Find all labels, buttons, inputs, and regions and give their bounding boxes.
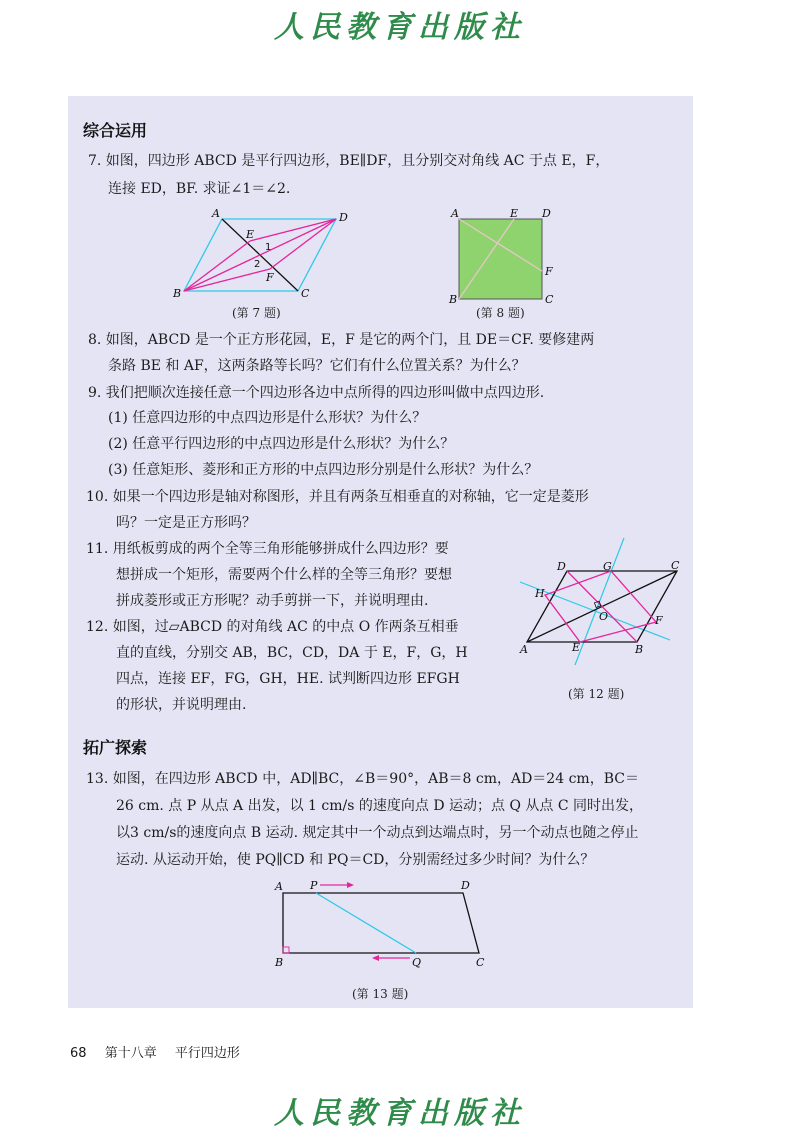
fig7-label-a: A [212, 207, 220, 220]
page-number: 68 [70, 1046, 87, 1061]
problem-10-line-1: 10. 如果一个四边形是轴对称图形，并且有两条互相垂直的对称轴，它一定是菱形 [86, 489, 589, 505]
fig7-label-b: B [173, 287, 182, 300]
fig7-segment-fd [270, 219, 336, 269]
chapter-title: 平行四边形 [174, 1046, 240, 1061]
problem-9-line-1: 9. 我们把顺次连接任意一个四边形各边中点所得的四边形叫做中点四边形. [88, 385, 545, 401]
problem-9-sub-2: (2) 任意平行四边形的中点四边形是什么形状？为什么？ [108, 436, 455, 452]
problem-12-line-1: 12. 如图，过▱ABCD 的对角线 AC 的中点 O 作两条互相垂 [86, 619, 459, 635]
fig12-label-h: H [535, 587, 545, 600]
chapter-number: 第十八章 [104, 1046, 157, 1061]
problem-10-line-2: 吗？一定是正方形吗？ [116, 515, 256, 531]
fig12-label-a: A [520, 643, 528, 656]
problem-9-sub-1: (1) 任意四边形的中点四边形是什么形状？为什么？ [108, 410, 427, 426]
fig13-label-b: B [275, 956, 284, 969]
fig13-arrow-p-head [347, 882, 354, 888]
fig12-label-c: C [671, 559, 680, 572]
figure-8-square-garden [445, 205, 560, 305]
fig13-label-d: D [461, 879, 470, 892]
problem-7-line-1: 7. 如图，四边形 ABCD 是平行四边形，BE∥DF，且分别交对角线 AC 于点 E，F， [88, 153, 610, 169]
figure-13-trapezoid [270, 876, 495, 971]
fig12-diagonal-bd [567, 571, 637, 642]
problem-13-line-4: 运动. 从运动开始，使 PQ∥CD 和 PQ＝CD，分别需经过多少时间？为什么？ [116, 852, 595, 868]
fig8-label-a: A [451, 207, 459, 220]
fig7-segment-ed [250, 219, 336, 241]
figure-12-caption: (第 12 题) [568, 687, 625, 701]
fig13-right-angle-mark [283, 947, 289, 953]
problem-8-line-2: 条路 BE 和 AF，这两条路等长吗？它们有什么位置关系？为什么？ [108, 358, 526, 374]
problem-11-line-3: 拼成菱形或正方形呢？动手剪拼一下，并说明理由. [116, 593, 429, 609]
fig8-label-e: E [510, 207, 519, 220]
figure-12-parallelogram [515, 540, 685, 660]
problem-11-line-2: 想拼成一个矩形，需要两个什么样的全等三角形？要想 [116, 567, 452, 583]
fig13-segment-pq [316, 893, 416, 953]
fig7-label-d: D [339, 211, 348, 224]
fig13-label-p: P [310, 879, 318, 892]
fig8-label-d: D [542, 207, 551, 220]
figure-13-caption: (第 13 题) [352, 987, 409, 1001]
fig8-label-b: B [449, 293, 458, 306]
fig13-label-c: C [476, 956, 485, 969]
problem-11-line-1: 11. 用纸板剪成的两个全等三角形能够拼成什么四边形？要 [86, 541, 449, 557]
figure-7-caption: (第 7 题) [232, 306, 281, 320]
problem-8-line-1: 8. 如图，ABCD 是一个正方形花园，E，F 是它的两个门，且 DE＝CF. 要修建两 [88, 332, 595, 348]
publisher-logo-top: 人民教育出版社 [274, 10, 526, 45]
problem-12-line-3: 四点，连接 EF，FG，GH，HE. 试判断四边形 EFGH [116, 671, 460, 687]
fig7-angle-2: 2 [254, 259, 261, 270]
problem-9-sub-3: (3) 任意矩形、菱形和正方形的中点四边形分别是什么形状？为什么？ [108, 462, 539, 478]
section-title-synthesis: 综合运用 [83, 121, 148, 140]
problem-12-line-4: 的形状，并说明理由. [116, 697, 247, 713]
fig13-trapezoid-outline [283, 893, 479, 953]
fig8-label-f: F [545, 265, 553, 278]
fig12-label-e: E [572, 641, 581, 654]
fig7-segment-bf [184, 269, 270, 291]
fig12-label-g: G [603, 560, 612, 573]
fig7-label-e: E [246, 228, 255, 241]
problem-13-line-2: 26 cm. 点 P 从点 A 出发，以 1 cm/s 的速度向点 D 运动；点 Q 从点 C 同时出发， [116, 798, 644, 814]
problem-13-line-3: 以3 cm/s的速度向点 B 运动. 规定其中一个动点到达端点时，另一个动点也随之停止 [116, 825, 639, 841]
section-title-explore: 拓广探索 [83, 738, 148, 757]
fig12-label-d: D [557, 560, 566, 573]
figure-7-parallelogram [170, 205, 360, 300]
fig13-arrow-q-head [372, 955, 379, 961]
fig13-label-q: Q [412, 956, 422, 969]
fig12-right-angle-mark [594, 601, 600, 607]
fig12-label-b: B [635, 643, 644, 656]
fig7-segment-be [184, 241, 250, 291]
fig7-label-c: C [301, 287, 310, 300]
page-footer [70, 1042, 254, 1061]
fig13-label-a: A [275, 880, 283, 893]
problem-12-line-2: 直的直线，分别交 AB，BC，CD，DA 于 E，F，G，H [116, 645, 468, 661]
fig12-label-o: O [599, 610, 609, 623]
problem-7-line-2: 连接 ED，BF. 求证∠1＝∠2. [108, 181, 291, 197]
fig12-label-f: F [655, 614, 663, 627]
fig7-label-f: F [266, 271, 274, 284]
figure-8-caption: (第 8 题) [476, 306, 525, 320]
fig8-label-c: C [545, 293, 554, 306]
fig8-square [459, 219, 542, 299]
publisher-logo-bottom: 人民教育出版社 [274, 1096, 526, 1131]
problem-13-line-1: 13. 如图，在四边形 ABCD 中，AD∥BC，∠B＝90°，AB＝8 cm，AD＝24 cm，BC＝ [86, 771, 639, 787]
fig7-diagonal-bd [184, 219, 336, 291]
fig7-angle-1: 1 [265, 242, 272, 253]
